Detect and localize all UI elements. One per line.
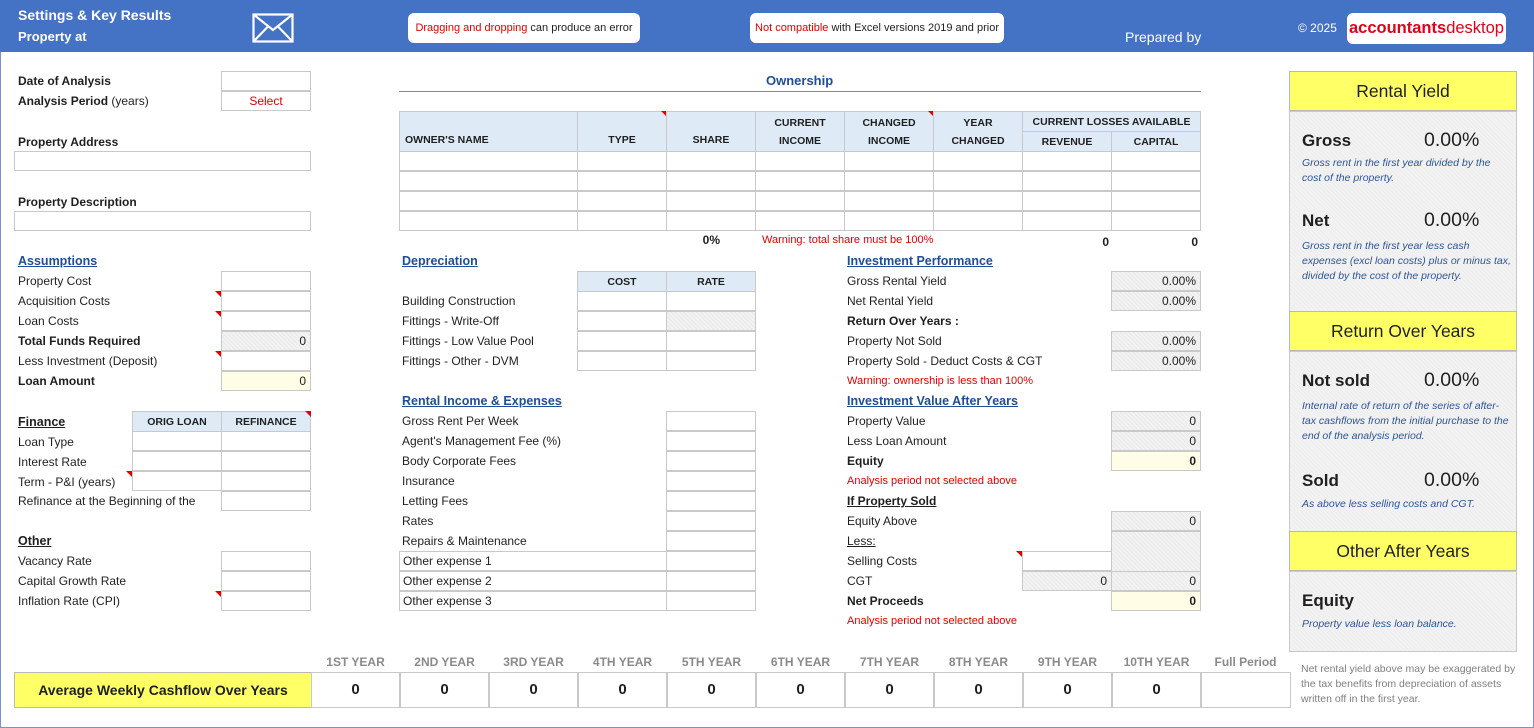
net-yield-label: Net Rental Yield: [847, 294, 934, 308]
yield-footnote: Net rental yield above may be exaggerated by the tax benefits from depreciation of assets written off in the first year.: [1301, 663, 1516, 705]
ownership-cell[interactable]: [577, 211, 667, 231]
property-description-label: Property Description: [18, 195, 137, 209]
assumptions-heading: Assumptions: [18, 254, 98, 268]
gross-yield-value: 0.00%: [1111, 271, 1201, 291]
depreciation-cost-input[interactable]: [577, 351, 667, 371]
depreciation-rate-input: [666, 311, 756, 331]
cashflow-year-header: 1ST YEAR: [326, 655, 385, 669]
revenue-total: 0: [1102, 235, 1109, 249]
date-of-analysis-input[interactable]: [221, 71, 311, 91]
sold-description: As above less selling costs and CGT.: [1302, 498, 1475, 510]
sold-label: Property Sold - Deduct Costs & CGT: [847, 354, 1043, 368]
depreciation-row-label: Fittings - Other - DVM: [402, 354, 519, 368]
ownership-cell[interactable]: [755, 151, 845, 171]
cgt-value: 0: [1111, 571, 1201, 591]
cashflow-year-value: 0: [1112, 672, 1201, 708]
current-income-header: CURRENT INCOME: [755, 111, 845, 152]
analysis-period-label: Analysis Period (years): [18, 94, 149, 108]
property-address-input[interactable]: [14, 151, 311, 171]
cgt-label: CGT: [847, 574, 873, 588]
year-changed-header: YEAR CHANGED: [933, 111, 1023, 152]
cashflow-year-value: 0: [400, 672, 489, 708]
net-proceeds-value: 0: [1111, 591, 1201, 611]
cashflow-year-value: 0: [1023, 672, 1112, 708]
net-yield-value: 0.00%: [1111, 291, 1201, 311]
depreciation-row-label: Fittings - Low Value Pool: [402, 334, 534, 348]
depr-rate-header: RATE: [666, 271, 756, 292]
depreciation-heading: Depreciation: [402, 254, 478, 268]
property-cost-input[interactable]: [221, 271, 311, 291]
less-investment-label: Less Investment (Deposit): [18, 354, 158, 368]
ownership-cell[interactable]: [844, 191, 934, 211]
cashflow-year-value: 0: [667, 672, 756, 708]
ownership-cell[interactable]: [755, 191, 845, 211]
depreciation-cost-input[interactable]: [577, 291, 667, 311]
ownership-cell[interactable]: [1022, 151, 1112, 171]
cashflow-year-header: 2ND YEAR: [414, 655, 475, 669]
other-expense-name-input[interactable]: Other expense 3: [399, 591, 667, 611]
depreciation-rate-input[interactable]: [666, 331, 756, 351]
other-heading: Other: [18, 534, 52, 548]
other-expense-name-input[interactable]: Other expense 1: [399, 551, 667, 571]
share-total: 0%: [702, 233, 720, 247]
changed-income-header: CHANGED INCOME: [844, 111, 934, 152]
cashflow-year-header: 10TH YEAR: [1123, 655, 1190, 669]
equity-label: Equity: [847, 454, 884, 468]
inflation-rate-label: Inflation Rate (CPI): [18, 594, 121, 608]
capital-growth-label: Capital Growth Rate: [18, 574, 127, 588]
total-funds-label: Total Funds Required: [18, 334, 141, 348]
depreciation-cost-input[interactable]: [577, 311, 667, 331]
loan-amount-label: Loan Amount: [18, 374, 95, 388]
cashflow-year-header: 6TH YEAR: [770, 655, 831, 669]
rental-row-input[interactable]: [666, 511, 756, 531]
ownership-cell[interactable]: [933, 191, 1023, 211]
other-expense-input[interactable]: [666, 571, 756, 591]
ownership-cell[interactable]: [755, 211, 845, 231]
return-over-label: Return Over Years :: [847, 314, 959, 328]
ownership-cell[interactable]: [844, 151, 934, 171]
equity-value: 0: [1111, 451, 1201, 471]
ownership-cell[interactable]: [1111, 211, 1201, 231]
current-losses-header: CURRENT LOSSES AVAILABLE: [1022, 111, 1201, 132]
rental-row-label: Agent's Management Fee (%): [402, 434, 562, 448]
orig-term-input[interactable]: [132, 471, 222, 491]
cashflow-year-value: 0: [845, 672, 934, 708]
ownership-cell[interactable]: [1022, 171, 1112, 191]
sold-panel-label: Sold: [1302, 471, 1339, 490]
interest-rate-label: Interest Rate: [18, 455, 87, 469]
envelope-icon[interactable]: [252, 13, 294, 43]
rental-row-input[interactable]: [666, 431, 756, 451]
other-expense-input[interactable]: [666, 551, 756, 571]
rental-row-input[interactable]: [666, 411, 756, 431]
rental-yield-header: Rental Yield: [1289, 71, 1517, 111]
finance-heading: Finance: [18, 415, 66, 429]
selling-costs-label: Selling Costs: [847, 554, 918, 568]
ownership-cell[interactable]: [399, 211, 578, 231]
net-label: Net: [1302, 211, 1330, 230]
cashflow-year-header: 4TH YEAR: [592, 655, 653, 669]
header-bar: [0, 0, 1534, 52]
investment-value-heading: Investment Value After Years: [847, 394, 1018, 408]
loan-costs-label: Loan Costs: [18, 314, 79, 328]
depr-cost-header: COST: [577, 271, 667, 292]
rental-row-label: Repairs & Maintenance: [402, 534, 527, 548]
rental-row-input[interactable]: [666, 491, 756, 511]
cashflow-year-value: 0: [489, 672, 578, 708]
capital-total: 0: [1191, 235, 1198, 249]
revenue-header: REVENUE: [1022, 131, 1112, 152]
cashflow-year-value: 0: [578, 672, 667, 708]
capital-growth-input[interactable]: [221, 571, 311, 591]
analysis-period-select[interactable]: Select: [221, 91, 311, 111]
ownership-cell[interactable]: [577, 171, 667, 191]
cashflow-year-header: 3RD YEAR: [503, 655, 564, 669]
not-sold-panel-value: 0.00%: [1424, 369, 1480, 391]
depreciation-cost-input[interactable]: [577, 331, 667, 351]
gross-value: 0.00%: [1424, 129, 1480, 151]
equity-description: Property value less loan balance.: [1302, 618, 1457, 630]
orig-loan-type-input[interactable]: [132, 431, 222, 451]
not-sold-value: 0.00%: [1111, 331, 1201, 351]
cashflow-label: Average Weekly Cashflow Over Years: [14, 672, 312, 708]
cashflow-year-header: Full Period: [1214, 655, 1277, 669]
property-address-label: Property Address: [18, 135, 119, 149]
ownership-title: Ownership: [766, 73, 834, 88]
gross-label: Gross: [1302, 131, 1352, 150]
prepared-by: Prepared by: [1125, 29, 1202, 45]
ownership-cell[interactable]: [1111, 151, 1201, 171]
cashflow-year-value: [1201, 672, 1291, 708]
cashflow-year-value: 0: [311, 672, 400, 708]
cashflow-year-value: 0: [756, 672, 845, 708]
loan-amount-value: 0: [221, 371, 311, 391]
ownership-cell[interactable]: [1022, 211, 1112, 231]
not-sold-description: Internal rate of return of the series of after-tax cashflows from the initial purchase to the end of the analysis period.: [1302, 400, 1509, 442]
depreciation-rate-input[interactable]: [666, 291, 756, 311]
share-header: SHARE: [666, 111, 756, 152]
refi-loan-type-input[interactable]: [221, 431, 311, 451]
less-label: Less:: [847, 534, 876, 548]
compatibility-notice: Not compatible with Excel versions 2019 and prior: [750, 13, 1004, 43]
return-over-header: Return Over Years: [1289, 311, 1517, 351]
accountantsdesktop-logo[interactable]: accountantsdesktop: [1347, 13, 1506, 44]
owner-name-header: OWNER'S NAME: [399, 111, 578, 152]
vacancy-rate-input[interactable]: [221, 551, 311, 571]
equity-above-label: Equity Above: [847, 514, 918, 528]
refinance-year-input[interactable]: [221, 491, 311, 511]
rental-row-input[interactable]: [666, 531, 756, 551]
comment-indicator[interactable]: [305, 411, 311, 417]
net-value: 0.00%: [1424, 209, 1480, 231]
net-description: Gross rent in the first year less cash expenses (excl loan costs) plus or minus tax, divided by the cost of the property.: [1302, 240, 1511, 282]
ownership-cell[interactable]: [1111, 171, 1201, 191]
date-of-analysis-label: Date of Analysis: [18, 74, 111, 88]
ownership-cell[interactable]: [755, 171, 845, 191]
period-warning: Analysis period not selected above: [847, 475, 1017, 487]
if-sold-heading: If Property Sold: [847, 494, 937, 508]
refinance-header: REFINANCE: [221, 411, 311, 432]
rental-heading: Rental Income & Expenses: [402, 394, 562, 408]
performance-heading: Investment Performance: [847, 254, 993, 268]
orig-interest-rate-input[interactable]: [132, 451, 222, 471]
ownership-cell[interactable]: [933, 211, 1023, 231]
page-title: Settings & Key Results: [18, 7, 172, 23]
ownership-cell[interactable]: [666, 191, 756, 211]
property-cost-label: Property Cost: [18, 274, 92, 288]
depreciation-row-label: Building Construction: [402, 294, 516, 308]
less-spacer: [1111, 531, 1201, 572]
ownership-cell[interactable]: [399, 151, 578, 171]
ownership-cell[interactable]: [933, 151, 1023, 171]
equity-panel-label: Equity: [1302, 591, 1354, 610]
depreciation-rate-input[interactable]: [666, 351, 756, 371]
share-warning: Warning: total share must be 100%: [762, 234, 934, 246]
drag-drop-notice: Dragging and dropping can produce an error: [408, 13, 640, 43]
vacancy-rate-label: Vacancy Rate: [18, 554, 92, 568]
ownership-cell[interactable]: [577, 191, 667, 211]
ownership-cell[interactable]: [1022, 191, 1112, 211]
not-sold-label: Property Not Sold: [847, 334, 942, 348]
rental-row-input[interactable]: [666, 471, 756, 491]
ownership-cell[interactable]: [666, 171, 756, 191]
gross-description: Gross rent in the first year divided by the cost of the property.: [1302, 157, 1491, 184]
ownership-rule: [399, 91, 1201, 92]
ownership-cell[interactable]: [666, 151, 756, 171]
ownership-cell[interactable]: [577, 151, 667, 171]
property-value-label: Property Value: [847, 414, 926, 428]
refi-term-input[interactable]: [221, 471, 311, 491]
other-panel: [1289, 571, 1517, 652]
refi-interest-rate-input[interactable]: [221, 451, 311, 471]
copyright: © 2025: [1298, 21, 1337, 35]
rental-row-label: Body Corporate Fees: [402, 454, 517, 468]
other-after-header: Other After Years: [1289, 531, 1517, 571]
cashflow-year-header: 8TH YEAR: [948, 655, 1009, 669]
rental-row-input[interactable]: [666, 451, 756, 471]
capital-header: CAPITAL: [1111, 131, 1201, 152]
ownership-cell[interactable]: [933, 171, 1023, 191]
less-loan-label: Less Loan Amount: [847, 434, 947, 448]
ownership-cell[interactable]: [1111, 191, 1201, 211]
ownership-cell[interactable]: [399, 171, 578, 191]
total-funds-value: 0: [221, 331, 311, 351]
sold-panel-value: 0.00%: [1424, 469, 1480, 491]
rental-row-label: Rates: [402, 514, 434, 528]
cashflow-year-header: 7TH YEAR: [859, 655, 920, 669]
not-sold-panel-label: Not sold: [1302, 371, 1370, 390]
cashflow-year-header: 9TH YEAR: [1037, 655, 1098, 669]
rental-row-label: Insurance: [402, 474, 455, 488]
selling-costs-input[interactable]: [1022, 551, 1112, 571]
cashflow-year-value: 0: [934, 672, 1023, 708]
inflation-rate-input[interactable]: [221, 591, 311, 611]
acquisition-costs-label: Acquisition Costs: [18, 294, 111, 308]
equity-above-value: 0: [1111, 511, 1201, 531]
sold-value: 0.00%: [1111, 351, 1201, 371]
cgt-inner-value: 0: [1022, 571, 1112, 591]
depreciation-row-label: Fittings - Write-Off: [402, 314, 499, 328]
term-label: Term - P&I (years): [18, 475, 116, 489]
page-subtitle: Property at: [18, 29, 87, 44]
acquisition-costs-input[interactable]: [221, 291, 311, 311]
other-expense-name-input[interactable]: Other expense 2: [399, 571, 667, 591]
ownership-warning: Warning: ownership is less than 100%: [847, 375, 1034, 387]
gross-yield-label: Gross Rental Yield: [847, 274, 947, 288]
ownership-cell[interactable]: [666, 211, 756, 231]
type-header: TYPE: [577, 111, 667, 152]
ownership-cell[interactable]: [844, 171, 934, 191]
net-proceeds-label: Net Proceeds: [847, 594, 924, 608]
refinance-begin-label: Refinance at the Beginning of the: [18, 494, 196, 508]
period-warning-2: Analysis period not selected above: [847, 615, 1017, 627]
ownership-cell[interactable]: [844, 211, 934, 231]
rental-row-label: Gross Rent Per Week: [402, 414, 519, 428]
rental-row-label: Letting Fees: [402, 494, 469, 508]
loan-type-label: Loan Type: [18, 435, 74, 449]
cashflow-year-header: 5TH YEAR: [681, 655, 742, 669]
loan-costs-input[interactable]: [221, 311, 311, 331]
property-value-value: 0: [1111, 411, 1201, 431]
property-description-input[interactable]: [14, 211, 311, 231]
less-investment-input[interactable]: [221, 351, 311, 371]
less-loan-value: 0: [1111, 431, 1201, 451]
orig-loan-header: ORIG LOAN: [132, 411, 222, 432]
other-expense-input[interactable]: [666, 591, 756, 611]
ownership-cell[interactable]: [399, 191, 578, 211]
